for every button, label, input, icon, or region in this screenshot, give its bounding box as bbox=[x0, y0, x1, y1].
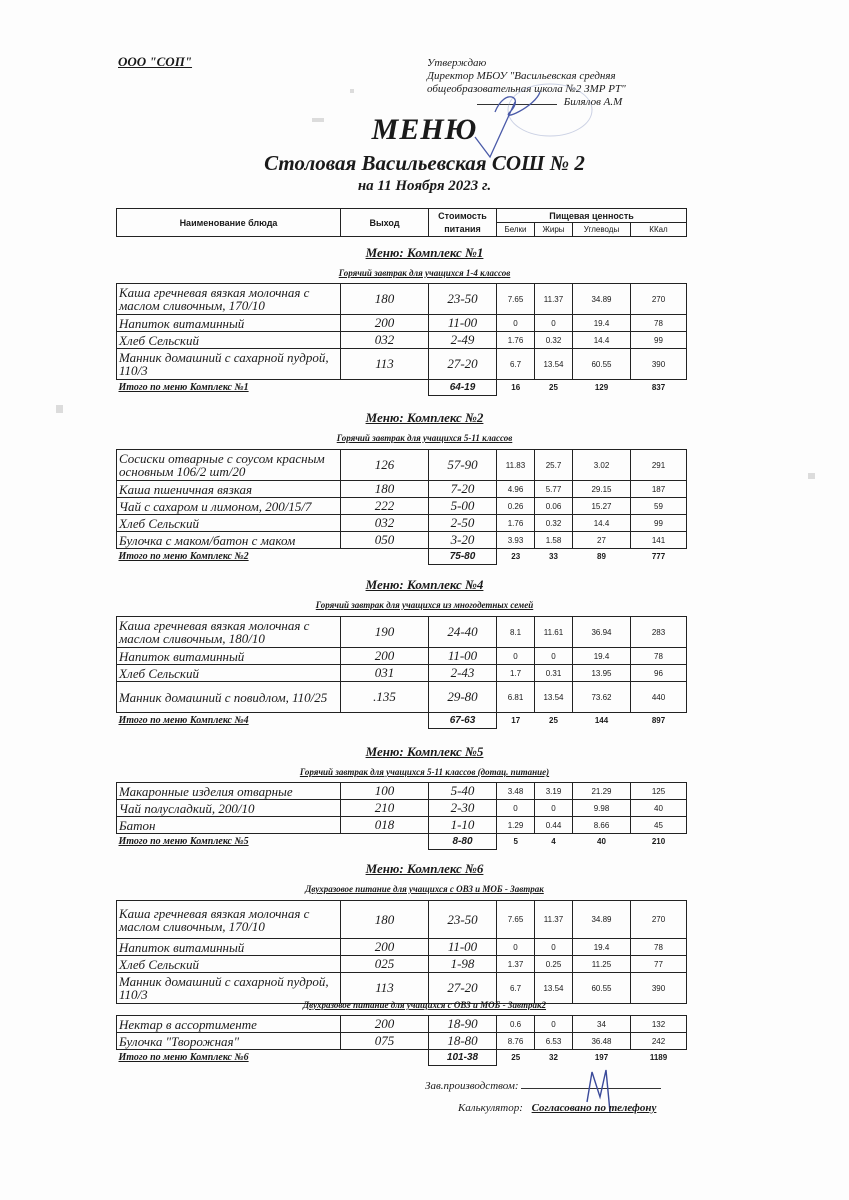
total-kcal: 897 bbox=[651, 716, 666, 726]
dish-price: 23-50 bbox=[429, 284, 497, 315]
dish-price: 23-50 bbox=[429, 901, 497, 939]
dish-price: 11-00 bbox=[429, 315, 497, 332]
section-subtitle: Горячий завтрак для учащихся 5-11 классов bbox=[336, 433, 513, 443]
dish-price: 7-20 bbox=[429, 481, 497, 498]
section-subtitle: Горячий завтрак для учащихся 1-4 классов bbox=[338, 268, 511, 278]
dish-protein: 4.96 bbox=[497, 481, 535, 498]
dish-name: Каша гречневая вязкая молочная с маслом сливочным, 180/10 bbox=[117, 617, 341, 648]
dish-price: 5-40 bbox=[429, 783, 497, 800]
col-fat-header: Жиры bbox=[535, 223, 573, 237]
dish-name: Манник домашний с повидлом, 110/25 bbox=[117, 682, 341, 713]
dish-price: 2-50 bbox=[429, 515, 497, 532]
section-subtitle: Горячий завтрак для учащихся из многодетных семей bbox=[315, 600, 534, 610]
dish-kcal: 78 bbox=[631, 315, 687, 332]
dish-carbs: 14.4 bbox=[573, 515, 631, 532]
dish-name: Каша пшеничная вязкая bbox=[117, 481, 341, 498]
dish-name: Каша гречневая вязкая молочная с маслом сливочным, 170/10 bbox=[117, 284, 341, 315]
dish-carbs: 15.27 bbox=[573, 498, 631, 515]
dish-price: 1-98 bbox=[429, 956, 497, 973]
total-kcal: 1189 bbox=[649, 1053, 668, 1063]
dish-kcal: 40 bbox=[631, 800, 687, 817]
dish-kcal: 96 bbox=[631, 665, 687, 682]
dish-output: .135 bbox=[341, 682, 429, 713]
dish-carbs: 19.4 bbox=[573, 315, 631, 332]
dish-row bbox=[117, 617, 687, 648]
dish-name: Напиток витаминный bbox=[117, 648, 341, 665]
dish-fat: 0.32 bbox=[535, 332, 573, 349]
dish-kcal: 390 bbox=[631, 973, 687, 1004]
total-price: 75-80 bbox=[429, 549, 497, 565]
dish-protein: 11.83 bbox=[497, 450, 535, 481]
col-nutrition-header: Пищевая ценность bbox=[497, 209, 687, 223]
dish-output: 031 bbox=[341, 665, 429, 682]
approval-line: общеобразовательная школа №2 ЗМР РТ" bbox=[427, 83, 626, 95]
col-kcal-header: ККал bbox=[631, 223, 687, 237]
total-row bbox=[117, 380, 687, 396]
total-protein: 5 bbox=[513, 837, 518, 847]
dish-protein: 6.81 bbox=[497, 682, 535, 713]
dish-name: Хлеб Сельский bbox=[117, 665, 341, 682]
dish-fat: 11.37 bbox=[535, 284, 573, 315]
dish-kcal: 99 bbox=[631, 332, 687, 349]
dish-output: 126 bbox=[341, 450, 429, 481]
dish-name: Напиток витаминный bbox=[117, 939, 341, 956]
scan-speck bbox=[312, 118, 324, 122]
dish-output: 180 bbox=[341, 901, 429, 939]
total-carbs: 144 bbox=[594, 716, 609, 726]
dish-price: 57-90 bbox=[429, 450, 497, 481]
dish-fat: 25.7 bbox=[535, 450, 573, 481]
dish-output: 180 bbox=[341, 481, 429, 498]
dish-kcal: 125 bbox=[631, 783, 687, 800]
dish-output: 100 bbox=[341, 783, 429, 800]
dish-carbs: 11.25 bbox=[573, 956, 631, 973]
dish-output: 025 bbox=[341, 956, 429, 973]
dish-row bbox=[117, 901, 687, 939]
dish-protein: 1.76 bbox=[497, 332, 535, 349]
dish-kcal: 99 bbox=[631, 515, 687, 532]
dish-fat: 0 bbox=[535, 1016, 573, 1033]
dish-name: Каша гречневая вязкая молочная с маслом сливочным, 170/10 bbox=[117, 901, 341, 939]
dish-protein: 1.7 bbox=[497, 665, 535, 682]
calculator-label: Калькулятор: bbox=[458, 1102, 523, 1114]
dish-output: 200 bbox=[341, 648, 429, 665]
dish-carbs: 13.95 bbox=[573, 665, 631, 682]
dish-fat: 0.06 bbox=[535, 498, 573, 515]
dish-protein: 8.76 bbox=[497, 1033, 535, 1050]
dish-output: 222 bbox=[341, 498, 429, 515]
total-label: Итого по меню Комплекс №2 bbox=[118, 551, 249, 563]
total-fat: 33 bbox=[549, 552, 558, 562]
total-fat: 25 bbox=[549, 716, 558, 726]
dish-row bbox=[117, 682, 687, 713]
dish-kcal: 78 bbox=[631, 939, 687, 956]
dish-fat: 0 bbox=[535, 648, 573, 665]
dish-output: 032 bbox=[341, 332, 429, 349]
dish-carbs: 34 bbox=[573, 1016, 631, 1033]
total-fat: 4 bbox=[551, 837, 556, 847]
dish-carbs: 73.62 bbox=[573, 682, 631, 713]
approval-line: Директор МБОУ "Васильевская средняя bbox=[427, 70, 616, 82]
section-title: Меню: Комплекс №2 bbox=[365, 410, 484, 425]
dish-output: 018 bbox=[341, 817, 429, 834]
calculator-signature bbox=[458, 1102, 656, 1114]
dish-name: Чай с сахаром и лимоном, 200/15/7 bbox=[117, 498, 341, 515]
dish-row bbox=[117, 939, 687, 956]
dish-kcal: 59 bbox=[631, 498, 687, 515]
dish-carbs: 9.98 bbox=[573, 800, 631, 817]
dish-row bbox=[117, 783, 687, 800]
total-price: 8-80 bbox=[429, 834, 497, 850]
dish-price: 2-43 bbox=[429, 665, 497, 682]
dish-price: 27-20 bbox=[429, 349, 497, 380]
manager-label: Зав.производством: bbox=[425, 1080, 519, 1092]
manager-signature bbox=[425, 1080, 661, 1092]
dish-price: 1-10 bbox=[429, 817, 497, 834]
menu-header-table bbox=[116, 208, 687, 237]
total-row bbox=[117, 549, 687, 565]
page-subtitle: Столовая Васильевская СОШ № 2 bbox=[264, 151, 585, 175]
total-carbs: 129 bbox=[594, 383, 609, 393]
organization-name: ООО "СОП" bbox=[118, 54, 193, 69]
dish-protein: 0 bbox=[497, 315, 535, 332]
dish-kcal: 283 bbox=[631, 617, 687, 648]
total-fat: 32 bbox=[549, 1053, 558, 1063]
dish-fat: 13.54 bbox=[535, 973, 573, 1004]
dish-protein: 0 bbox=[497, 648, 535, 665]
dish-row bbox=[117, 800, 687, 817]
dish-protein: 7.65 bbox=[497, 901, 535, 939]
dish-fat: 13.54 bbox=[535, 349, 573, 380]
dish-row bbox=[117, 349, 687, 380]
dish-kcal: 141 bbox=[631, 532, 687, 549]
dish-fat: 1.58 bbox=[535, 532, 573, 549]
dish-name: Булочка с маком/батон с маком bbox=[117, 532, 341, 549]
section-table bbox=[116, 1015, 687, 1066]
dish-row bbox=[117, 817, 687, 834]
dish-fat: 0.31 bbox=[535, 665, 573, 682]
col-name-header: Наименование блюда bbox=[117, 209, 341, 237]
section-subtitle: Двухразовое питание для учащихся с ОВЗ и МОБ - Завтрак bbox=[305, 884, 544, 894]
section-table bbox=[116, 782, 687, 850]
dish-output: 200 bbox=[341, 939, 429, 956]
total-protein: 17 bbox=[511, 716, 521, 726]
dish-output: 210 bbox=[341, 800, 429, 817]
dish-output: 050 bbox=[341, 532, 429, 549]
dish-kcal: 390 bbox=[631, 349, 687, 380]
section-table bbox=[116, 283, 687, 396]
dish-row bbox=[117, 315, 687, 332]
total-carbs: 89 bbox=[597, 552, 606, 562]
dish-price: 29-80 bbox=[429, 682, 497, 713]
dish-name: Хлеб Сельский bbox=[117, 956, 341, 973]
dish-output: 200 bbox=[341, 1016, 429, 1033]
dish-protein: 0.26 bbox=[497, 498, 535, 515]
total-protein: 16 bbox=[511, 383, 521, 393]
dish-row bbox=[117, 1016, 687, 1033]
calculator-value: Согласовано по телефону bbox=[531, 1102, 657, 1114]
scan-speck bbox=[56, 405, 63, 413]
total-carbs: 40 bbox=[597, 837, 606, 847]
dish-fat: 6.53 bbox=[535, 1033, 573, 1050]
dish-name: Чай полусладкий, 200/10 bbox=[117, 800, 341, 817]
menu-date: на 11 Ноября 2023 г. bbox=[357, 178, 492, 194]
section-table bbox=[116, 449, 687, 565]
dish-fat: 3.19 bbox=[535, 783, 573, 800]
dish-fat: 0 bbox=[535, 800, 573, 817]
section-title: Меню: Комплекс №4 bbox=[365, 577, 484, 592]
dish-protein: 7.65 bbox=[497, 284, 535, 315]
dish-name: Сосиски отварные с соусом красным основным 106/2 шт/20 bbox=[117, 450, 341, 481]
dish-output: 180 bbox=[341, 284, 429, 315]
scan-speck bbox=[808, 473, 815, 479]
dish-row bbox=[117, 498, 687, 515]
total-fat: 25 bbox=[549, 383, 558, 393]
dish-carbs: 21.29 bbox=[573, 783, 631, 800]
section-title: Меню: Комплекс №6 bbox=[365, 861, 484, 876]
dish-carbs: 27 bbox=[573, 532, 631, 549]
section-title: Меню: Комплекс №5 bbox=[365, 744, 484, 759]
dish-carbs: 34.89 bbox=[573, 901, 631, 939]
dish-fat: 11.37 bbox=[535, 901, 573, 939]
dish-protein: 1.76 bbox=[497, 515, 535, 532]
dish-protein: 6.7 bbox=[497, 973, 535, 1004]
dish-fat: 0.44 bbox=[535, 817, 573, 834]
dish-kcal: 242 bbox=[631, 1033, 687, 1050]
section-table bbox=[116, 900, 687, 1004]
total-protein: 25 bbox=[511, 1053, 521, 1063]
dish-kcal: 291 bbox=[631, 450, 687, 481]
dish-row bbox=[117, 532, 687, 549]
dish-row bbox=[117, 450, 687, 481]
total-protein: 23 bbox=[511, 552, 521, 562]
dish-output: 200 bbox=[341, 315, 429, 332]
dish-row bbox=[117, 1033, 687, 1050]
dish-price: 2-30 bbox=[429, 800, 497, 817]
dish-row bbox=[117, 956, 687, 973]
dish-carbs: 60.55 bbox=[573, 349, 631, 380]
dish-row bbox=[117, 481, 687, 498]
dish-price: 18-90 bbox=[429, 1016, 497, 1033]
dish-fat: 13.54 bbox=[535, 682, 573, 713]
col-price-header: Стоимость питания bbox=[429, 209, 497, 237]
dish-row bbox=[117, 515, 687, 532]
dish-output: 113 bbox=[341, 349, 429, 380]
dish-protein: 1.29 bbox=[497, 817, 535, 834]
dish-carbs: 60.55 bbox=[573, 973, 631, 1004]
col-protein-header: Белки bbox=[497, 223, 535, 237]
dish-kcal: 45 bbox=[631, 817, 687, 834]
dish-row bbox=[117, 648, 687, 665]
dish-protein: 1.37 bbox=[497, 956, 535, 973]
dish-protein: 3.48 bbox=[497, 783, 535, 800]
dish-row bbox=[117, 665, 687, 682]
dish-kcal: 77 bbox=[631, 956, 687, 973]
dish-kcal: 187 bbox=[631, 481, 687, 498]
total-label: Итого по меню Комплекс №5 bbox=[118, 836, 249, 848]
dish-carbs: 29.15 bbox=[573, 481, 631, 498]
dish-carbs: 36.94 bbox=[573, 617, 631, 648]
dish-price: 24-40 bbox=[429, 617, 497, 648]
signer-name: Билялов А.М bbox=[563, 96, 623, 108]
section-subtitle: Двухразовое питание для учащихся с ОВЗ и МОБ - Завтрак2 bbox=[302, 1000, 547, 1010]
dish-price: 18-80 bbox=[429, 1033, 497, 1050]
dish-protein: 8.1 bbox=[497, 617, 535, 648]
dish-kcal: 132 bbox=[631, 1016, 687, 1033]
dish-price: 11-00 bbox=[429, 648, 497, 665]
dish-kcal: 270 bbox=[631, 284, 687, 315]
dish-price: 3-20 bbox=[429, 532, 497, 549]
dish-carbs: 34.89 bbox=[573, 284, 631, 315]
dish-carbs: 14.4 bbox=[573, 332, 631, 349]
col-output-header: Выход bbox=[341, 209, 429, 237]
total-carbs: 197 bbox=[594, 1053, 609, 1063]
section-table bbox=[116, 616, 687, 729]
total-label: Итого по меню Комплекс №6 bbox=[118, 1052, 249, 1064]
total-price: 101-38 bbox=[429, 1050, 497, 1066]
dish-name: Хлеб Сельский bbox=[117, 515, 341, 532]
dish-fat: 5.77 bbox=[535, 481, 573, 498]
dish-carbs: 36.48 bbox=[573, 1033, 631, 1050]
dish-fat: 0.25 bbox=[535, 956, 573, 973]
page-title: МЕНЮ bbox=[371, 113, 478, 146]
total-kcal: 837 bbox=[651, 383, 666, 393]
dish-fat: 0.32 bbox=[535, 515, 573, 532]
col-carbs-header: Углеводы bbox=[573, 223, 631, 237]
dish-price: 2-49 bbox=[429, 332, 497, 349]
dish-name: Нектар в ассортименте bbox=[117, 1016, 341, 1033]
total-label: Итого по меню Комплекс №4 bbox=[118, 715, 249, 727]
total-row bbox=[117, 713, 687, 729]
approval-line: Утверждаю bbox=[427, 57, 487, 69]
dish-name: Манник домашний с сахарной пудрой, 110/3 bbox=[117, 973, 341, 1004]
dish-row bbox=[117, 284, 687, 315]
section-title: Меню: Комплекс №1 bbox=[365, 245, 484, 260]
dish-protein: 3.93 bbox=[497, 532, 535, 549]
dish-row bbox=[117, 973, 687, 1004]
dish-protein: 0.6 bbox=[497, 1016, 535, 1033]
dish-output: 113 bbox=[341, 973, 429, 1004]
dish-kcal: 440 bbox=[631, 682, 687, 713]
total-price: 64-19 bbox=[429, 380, 497, 396]
scan-speck bbox=[350, 89, 354, 93]
dish-fat: 0 bbox=[535, 315, 573, 332]
dish-kcal: 78 bbox=[631, 648, 687, 665]
dish-kcal: 270 bbox=[631, 901, 687, 939]
dish-output: 075 bbox=[341, 1033, 429, 1050]
dish-row bbox=[117, 332, 687, 349]
dish-protein: 0 bbox=[497, 800, 535, 817]
total-kcal: 210 bbox=[651, 837, 666, 847]
total-price: 67-63 bbox=[429, 713, 497, 729]
dish-name: Напиток витаминный bbox=[117, 315, 341, 332]
section-subtitle: Горячий завтрак для учащихся 5-11 классов (дотац. питание) bbox=[299, 767, 550, 777]
dish-fat: 11.61 bbox=[535, 617, 573, 648]
total-kcal: 777 bbox=[651, 552, 666, 562]
dish-output: 032 bbox=[341, 515, 429, 532]
dish-price: 27-20 bbox=[429, 973, 497, 1004]
dish-carbs: 19.4 bbox=[573, 648, 631, 665]
dish-price: 5-00 bbox=[429, 498, 497, 515]
total-row bbox=[117, 834, 687, 850]
dish-protein: 6.7 bbox=[497, 349, 535, 380]
dish-carbs: 8.66 bbox=[573, 817, 631, 834]
dish-price: 11-00 bbox=[429, 939, 497, 956]
dish-protein: 0 bbox=[497, 939, 535, 956]
total-label: Итого по меню Комплекс №1 bbox=[118, 382, 249, 394]
dish-carbs: 19.4 bbox=[573, 939, 631, 956]
dish-name: Батон bbox=[117, 817, 341, 834]
dish-name: Макаронные изделия отварные bbox=[117, 783, 341, 800]
dish-output: 190 bbox=[341, 617, 429, 648]
dish-fat: 0 bbox=[535, 939, 573, 956]
dish-name: Манник домашний с сахарной пудрой, 110/3 bbox=[117, 349, 341, 380]
dish-carbs: 3.02 bbox=[573, 450, 631, 481]
dish-name: Хлеб Сельский bbox=[117, 332, 341, 349]
dish-name: Булочка "Творожная" bbox=[117, 1033, 341, 1050]
